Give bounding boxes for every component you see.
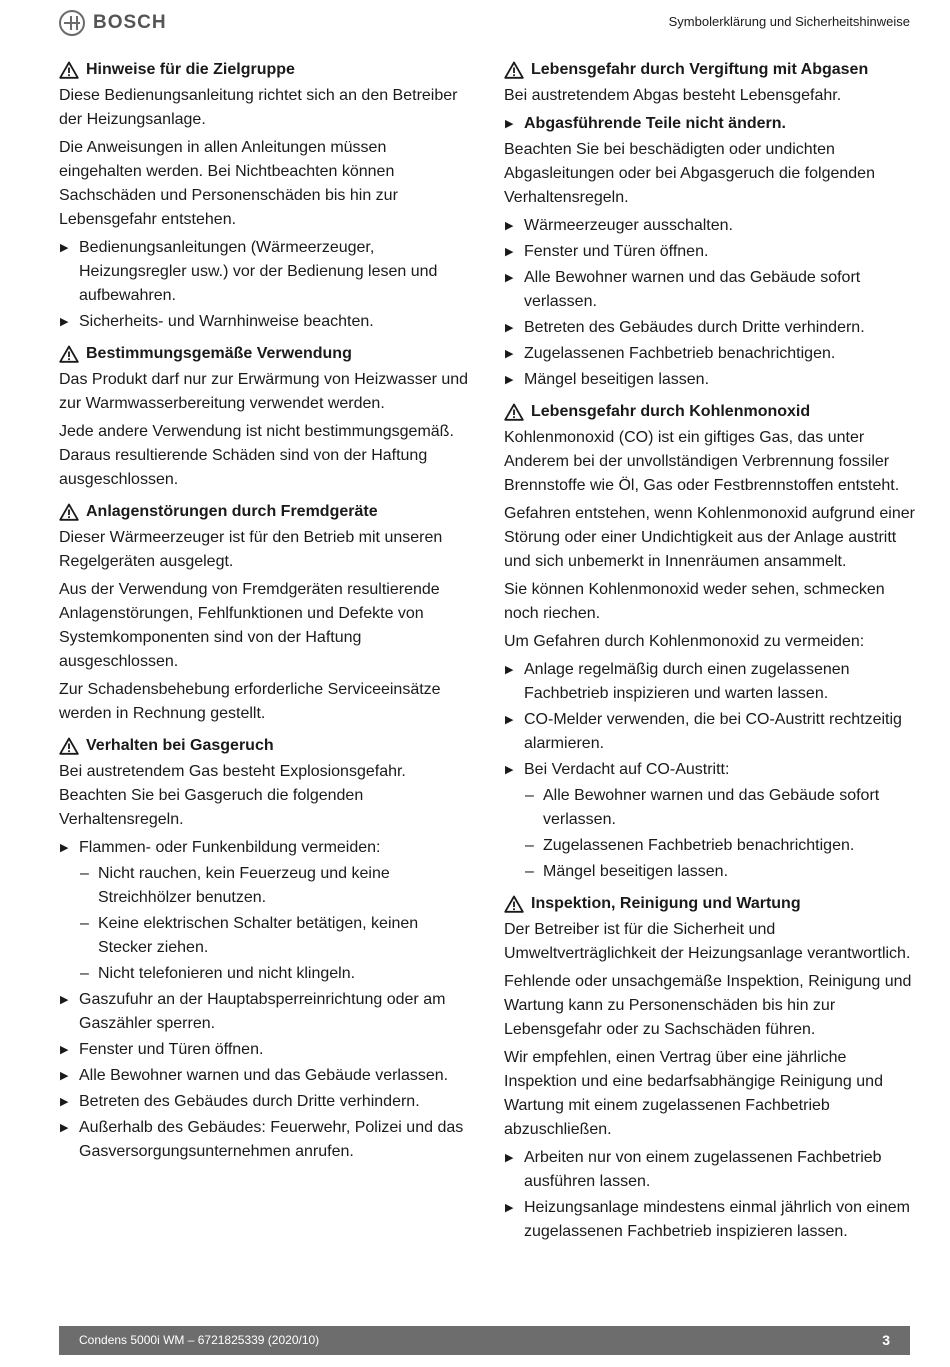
list-item: ▶ Bei Verdacht auf CO-Austritt: — [504, 758, 916, 782]
warning-triangle-icon — [504, 61, 524, 79]
section-target-group — [59, 58, 472, 334]
list-item: ▶ Heizungsanlage mindestens einmal jährlich von einem zugelassenen Fachbetrieb inspizieren lassen. — [504, 1196, 916, 1244]
paragraph: Um Gefahren durch Kohlenmonoxid zu vermeiden: — [504, 633, 865, 650]
list-item: ▶ Betreten des Gebäudes durch Dritte verhindern. — [59, 1090, 472, 1114]
list-item: ▶ Zugelassenen Fachbetrieb benachrichtigen. — [504, 342, 916, 366]
list-item: ▶ Flammen- oder Funkenbildung vermeiden: — [59, 836, 472, 860]
heading-text: Bestimmungsgemäße Verwendung — [86, 345, 352, 362]
document-reference: Condens 5000i WM – 6721825339 (2020/10) — [79, 1333, 320, 1347]
sub-list-item: – Alle Bewohner warnen und das Gebäude sofort verlassen. — [504, 784, 916, 832]
warning-triangle-icon — [59, 61, 79, 79]
list-item: ▶ CO-Melder verwenden, die bei CO-Austritt rechtzeitig alarmieren. — [504, 708, 916, 756]
list-item: ▶ Arbeiten nur von einem zugelassenen Fachbetrieb ausführen lassen. — [504, 1146, 916, 1194]
warning-triangle-icon — [59, 345, 79, 363]
list-item: ▶ Wärmeerzeuger ausschalten. — [504, 214, 916, 238]
section-flue-gas-poisoning — [504, 58, 916, 392]
section-heading — [59, 58, 472, 82]
heading-text: Lebensgefahr durch Kohlenmonoxid — [531, 403, 811, 420]
heading-text: Inspektion, Reinigung und Wartung — [531, 895, 801, 912]
paragraph: Fehlende oder unsachgemäße Inspektion, Reinigung und Wartung kann zu Personenschäden bis hin zur Lebensgefahr oder zu Sachschäden führen. — [504, 973, 912, 1038]
chapter-title: Symbolerklärung und Sicherheitshinweise — [668, 14, 910, 29]
heading-text: Lebensgefahr durch Vergiftung mit Abgasen — [531, 61, 869, 78]
paragraph: Beachten Sie bei beschädigten oder undichten Abgasleitungen oder bei Abgasgeruch die folgenden Verhaltensregeln. — [504, 141, 875, 206]
section-carbon-monoxide — [504, 400, 916, 884]
list-item: ▶ Bedienungsanleitungen (Wärmeerzeuger, Heizungsregler usw.) vor der Bedienung lesen und aufbewahren. — [59, 236, 472, 308]
sub-list-item: – Nicht rauchen, kein Feuerzeug und keine Streichhölzer benutzen. — [59, 862, 472, 910]
warning-triangle-icon — [59, 503, 79, 521]
page-number: 3 — [882, 1332, 890, 1348]
sub-list-item: – Keine elektrischen Schalter betätigen, keinen Stecker ziehen. — [59, 912, 472, 960]
list-item: ▶ Fenster und Türen öffnen. — [59, 1038, 472, 1062]
warning-triangle-icon — [504, 895, 524, 913]
left-column — [59, 58, 472, 1172]
paragraph: Diese Bedienungsanleitung richtet sich an den Betreiber der Heizungsanlage. — [59, 87, 458, 128]
heading-text: Hinweise für die Zielgruppe — [86, 61, 295, 78]
paragraph: Zur Schadensbehebung erforderliche Serviceeinsätze werden in Rechnung gestellt. — [59, 681, 441, 722]
paragraph: Wir empfehlen, einen Vertrag über eine jährliche Inspektion und eine bedarfsabhängige Reinigung und Wartung mit einem zugelassenen Fachbetrieb abzuschließen. — [504, 1049, 883, 1138]
bosch-armature-icon — [59, 10, 85, 36]
section-heading — [504, 400, 916, 424]
right-column — [504, 58, 916, 1252]
page-header — [0, 0, 950, 46]
section-heading — [59, 342, 472, 366]
paragraph: Kohlenmonoxid (CO) ist ein giftiges Gas, das unter Anderem bei der unvollständigen Verbrennung fossiler Brennstoffe wie Öl, Gas oder Festbrennstoffen entsteht. — [504, 429, 900, 494]
page-footer — [59, 1326, 910, 1355]
list-item: ▶ Abgasführende Teile nicht ändern. — [504, 112, 916, 136]
section-heading — [504, 58, 916, 82]
list-item: ▶ Alle Bewohner warnen und das Gebäude verlassen. — [59, 1064, 472, 1088]
paragraph: Dieser Wärmeerzeuger ist für den Betrieb mit unseren Regelgeräten ausgelegt. — [59, 529, 443, 570]
paragraph: Aus der Verwendung von Fremdgeräten resultierende Anlagenstörungen, Fehlfunktionen und Defekte von Systemkomponenten sind von der Haftung ausgeschlossen. — [59, 581, 440, 670]
paragraph: Jede andere Verwendung ist nicht bestimmungsgemäß. Daraus resultierende Schäden sind von der Haftung ausgeschlossen. — [59, 423, 454, 488]
brand-name: BOSCH — [93, 12, 167, 33]
paragraph: Das Produkt darf nur zur Erwärmung von Heizwasser und zur Warmwasserbereitung verwendet werden. — [59, 371, 469, 412]
heading-text: Anlagenstörungen durch Fremdgeräte — [86, 503, 378, 520]
list-item: ▶ Mängel beseitigen lassen. — [504, 368, 916, 392]
paragraph: Der Betreiber ist für die Sicherheit und Umweltverträglichkeit der Heizungsanlage verantwortlich. — [504, 921, 911, 962]
warning-triangle-icon — [59, 737, 79, 755]
paragraph: Die Anweisungen in allen Anleitungen müssen eingehalten werden. Bei Nichtbeachten können Sachschäden und Personenschäden bis hin zur Lebensgefahr entstehen. — [59, 139, 398, 228]
paragraph: Bei austretendem Gas besteht Explosionsgefahr. Beachten Sie bei Gasgeruch die folgenden Verhaltensregeln. — [59, 763, 406, 828]
sub-list-item: – Nicht telefonieren und nicht klingeln. — [59, 962, 472, 986]
section-intended-use — [59, 342, 472, 492]
paragraph: Sie können Kohlenmonoxid weder sehen, schmecken noch riechen. — [504, 581, 885, 622]
section-maintenance — [504, 892, 916, 1244]
paragraph: Bei austretendem Abgas besteht Lebensgefahr. — [504, 87, 842, 104]
bosch-logo — [59, 10, 167, 36]
section-heading — [504, 892, 916, 916]
list-item: ▶ Außerhalb des Gebäudes: Feuerwehr, Polizei und das Gasversorgungsunternehmen anrufen. — [59, 1116, 472, 1164]
heading-text: Verhalten bei Gasgeruch — [86, 737, 274, 754]
list-item: ▶ Anlage regelmäßig durch einen zugelassenen Fachbetrieb inspizieren und warten lassen. — [504, 658, 916, 706]
section-third-party-devices — [59, 500, 472, 726]
sub-list-item: – Mängel beseitigen lassen. — [504, 860, 916, 884]
section-gas-smell — [59, 734, 472, 1164]
section-heading — [59, 734, 472, 758]
sub-list-item: – Zugelassenen Fachbetrieb benachrichtigen. — [504, 834, 916, 858]
list-item: ▶ Alle Bewohner warnen und das Gebäude sofort verlassen. — [504, 266, 916, 314]
warning-triangle-icon — [504, 403, 524, 421]
list-item: ▶ Gaszufuhr an der Hauptabsperreinrichtung oder am Gaszähler sperren. — [59, 988, 472, 1036]
list-item: ▶ Fenster und Türen öffnen. — [504, 240, 916, 264]
list-item: ▶ Betreten des Gebäudes durch Dritte verhindern. — [504, 316, 916, 340]
list-item: ▶ Sicherheits- und Warnhinweise beachten. — [59, 310, 472, 334]
paragraph: Gefahren entstehen, wenn Kohlenmonoxid aufgrund einer Störung oder einer Undichtigkeit aus der Anlage austritt und sich unbemerkt in Innenräumen ansammelt. — [504, 505, 915, 570]
section-heading — [59, 500, 472, 524]
